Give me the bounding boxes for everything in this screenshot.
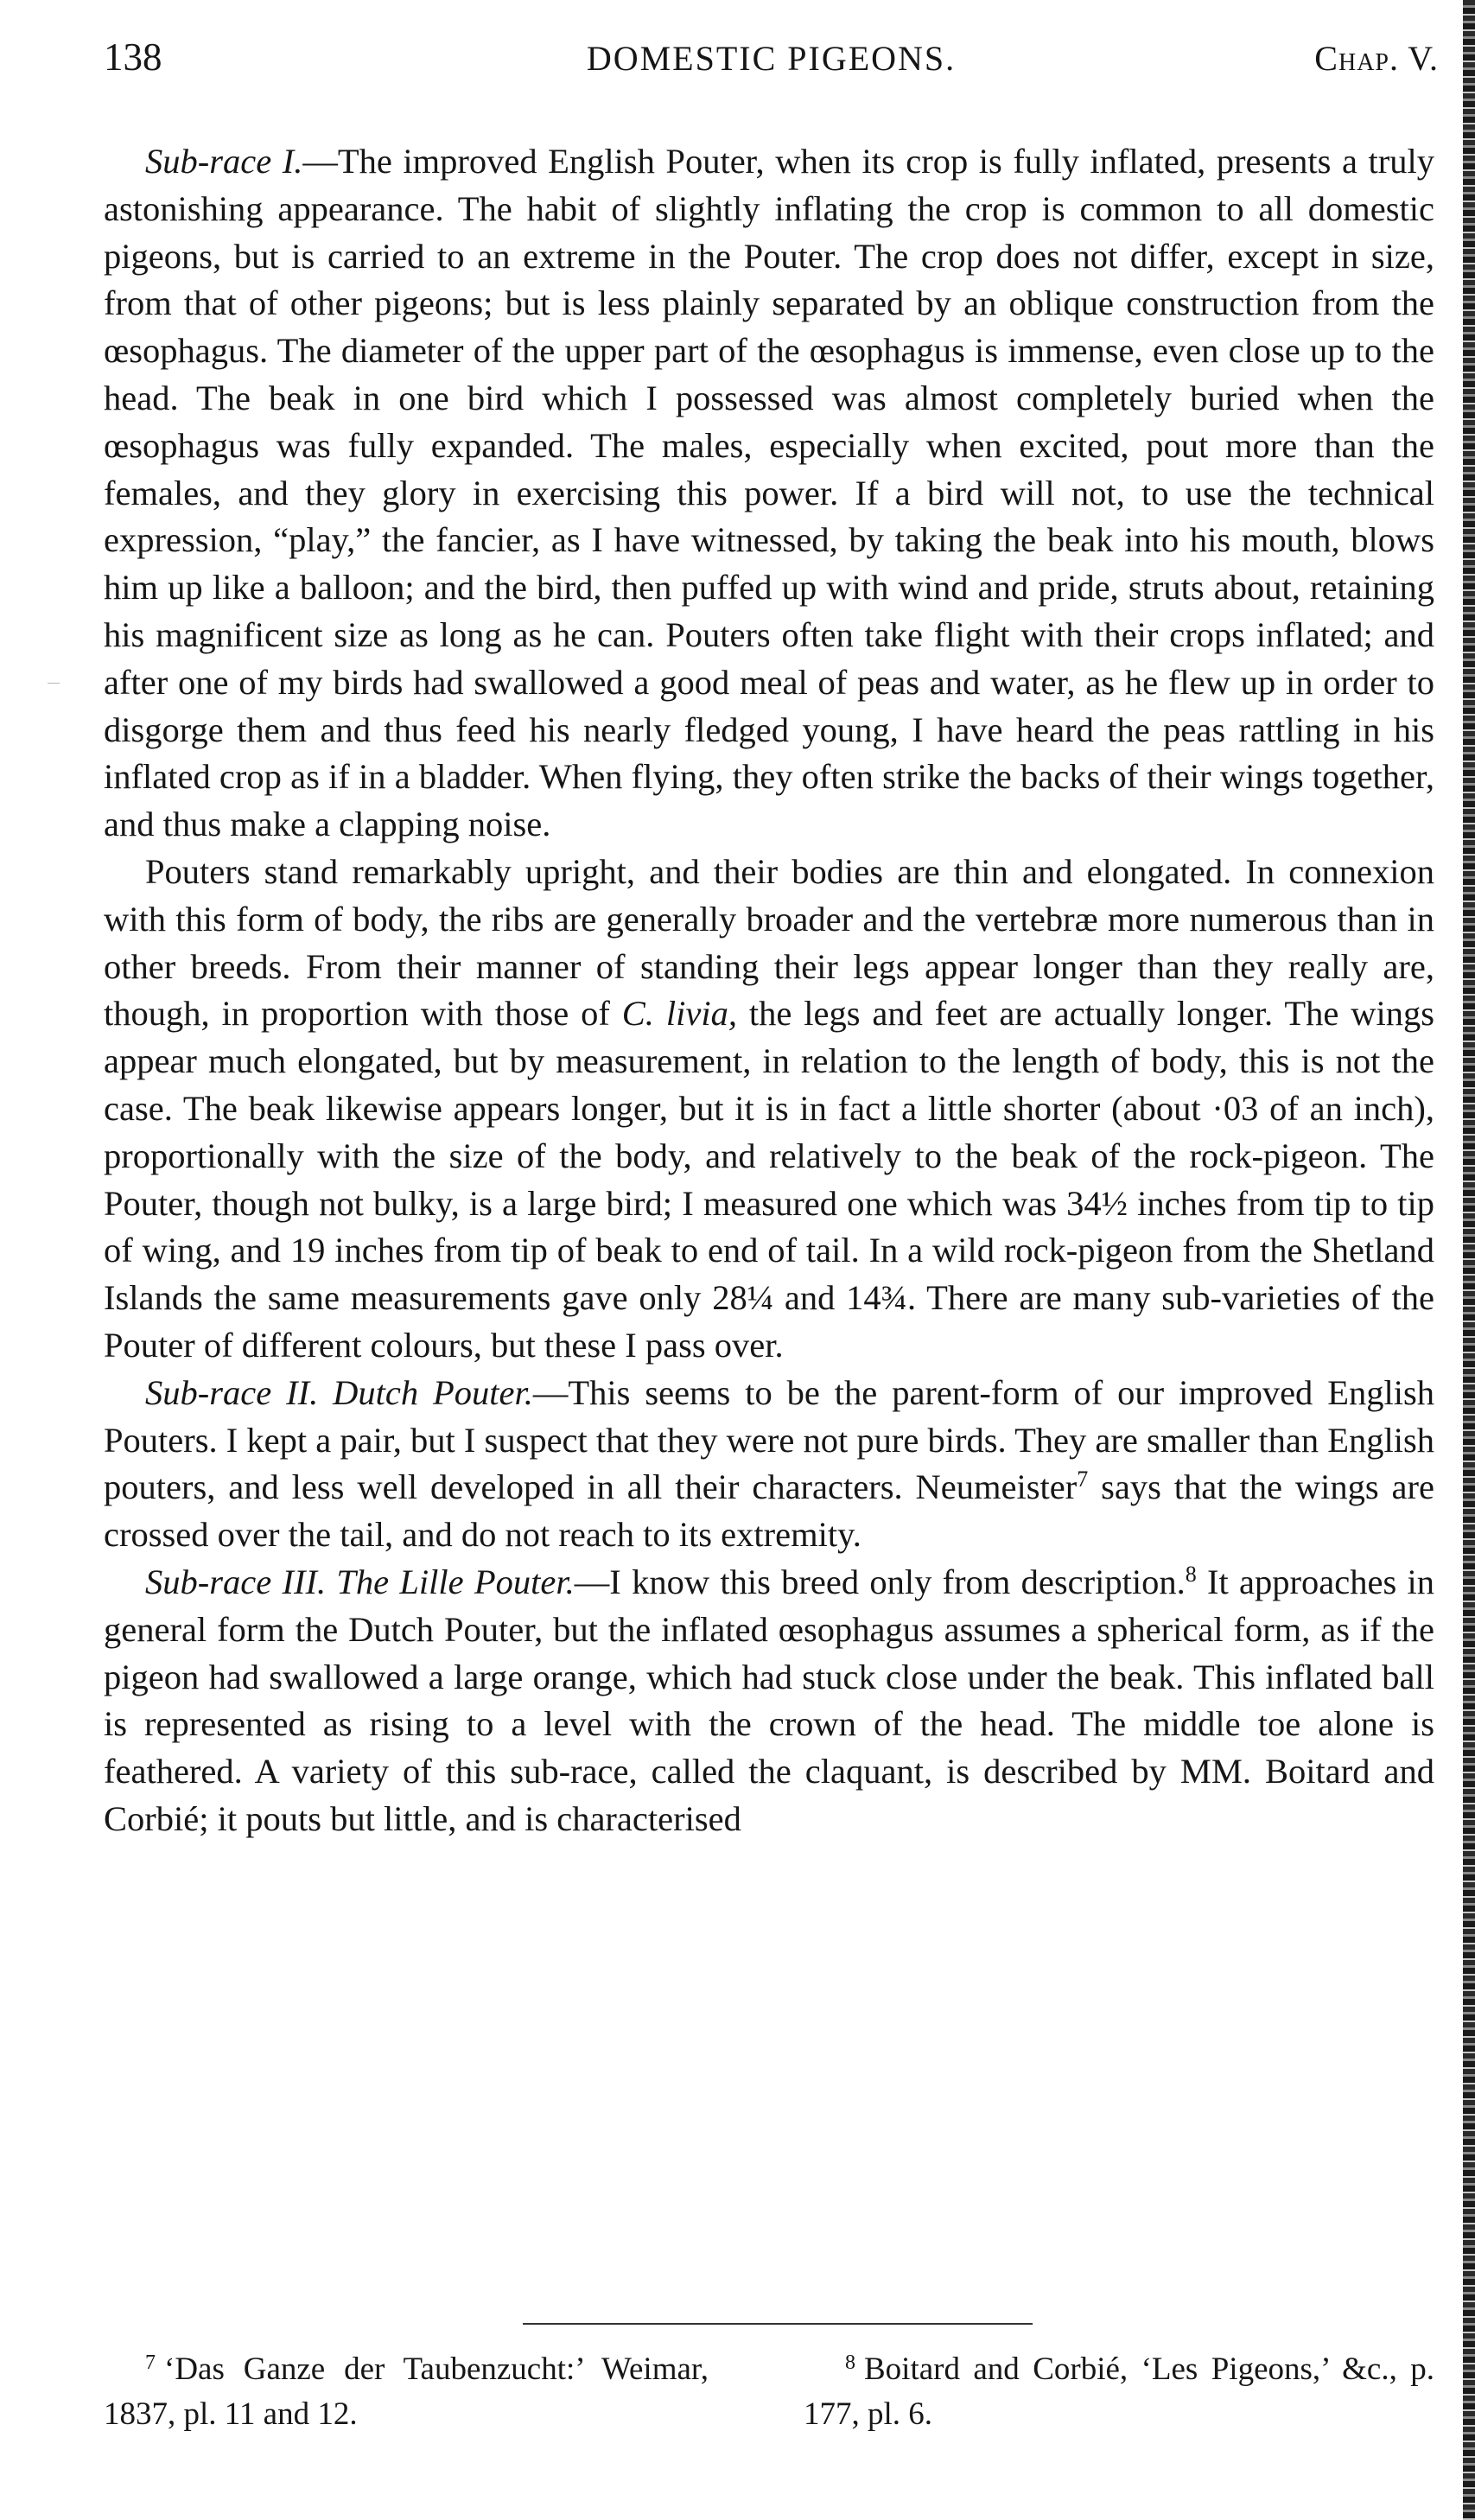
page-header xyxy=(104,35,1439,86)
footnote-8 xyxy=(804,2347,1434,2437)
footnote-reference[interactable]: 8 xyxy=(1185,1561,1197,1587)
footnote-mark: 7 xyxy=(145,2351,156,2374)
footnote-text: Boitard and Corbié, ‘Les Pigeons,’ &c., p. 177, pl. 6. xyxy=(804,2351,1434,2432)
footnote-divider xyxy=(523,2323,1033,2325)
species-name: C. livia, xyxy=(621,994,737,1034)
margin-mark xyxy=(48,683,60,684)
paragraph-text: says that the wings are crossed over the tail, and do not reach to its extremity. xyxy=(104,1467,1434,1555)
footnotes xyxy=(104,2347,1439,2468)
paragraph-sub-race-3 xyxy=(104,1559,1434,1843)
chapter-label: Chap. V. xyxy=(1314,39,1439,78)
paragraph-sub-race-2 xyxy=(104,1370,1434,1559)
running-title: DOMESTIC PIGEONS. xyxy=(586,39,957,78)
paragraph-text: Pouters stand remarkably upright, and their bodies are thin and elongated. In connexion with this form of body, the ribs are generally broader and the vertebræ more numerous than in other breeds. From their manner of standing their legs appear longer than they really are, though, in proportion with those of xyxy=(104,851,1434,1034)
paragraph-text: It approaches in general form the Dutch Pouter, but the inflated œsophagus assumes a spherical form, as if the pigeon had swallowed a large orange, which had stuck close under the beak. This inflated ball is represented as rising to a level with the crown of the head. The middle toe alone is feathered. A variety of this sub-race, called the claquant, is described by MM. Boitard and Corbié; it pouts but little, and is characterised xyxy=(104,1562,1434,1838)
page-number: 138 xyxy=(104,35,162,79)
body-text xyxy=(104,138,1434,1843)
sub-race-heading: Sub-race II. Dutch Pouter. xyxy=(145,1372,533,1412)
footnote-text: ‘Das Ganze der Taubenzucht:’ Weimar, 1837, pl. 11 and 12. xyxy=(104,2351,709,2432)
footnote-mark: 8 xyxy=(845,2351,855,2374)
paragraph-pouter-form xyxy=(104,849,1434,1370)
footnote-reference[interactable]: 7 xyxy=(1077,1467,1089,1492)
paragraph-sub-race-1 xyxy=(104,138,1434,849)
paragraph-text: —The improved English Pouter, when its crop is fully inflated, presents a truly astonishing appearance. The habit of slightly inflating the crop is common to all domestic pigeons, but is carried to an extreme in the Pouter. The crop does not differ, except in size, from that of other pigeons; but is less plainly separated by an oblique construction from the œsophagus. The diameter of the upper part of the œsophagus is immense, even close up to the head. The beak in one bird which I possessed was almost completely buried when the œsophagus was fully expanded. The males, especially when excited, pout more than the females, and they glory in exercising this power. If a bird will not, to use the technical expression, “play,” the fancier, as I have witnessed, by taking the beak into his mouth, blows him up like a balloon; and the bird, then puffed up with wind and pride, struts about, retaining his magnificent size as long as he can. Pouters often take flight with their crops inflated; and after one of my birds had swallowed a good meal of peas and water, as he flew up in order to disgorge them and thus feed his nearly fledged young, I have heard the peas rattling in his inflated crop as if in a bladder. When flying, they often strike the backs of their wings together, and thus make a clapping noise. xyxy=(104,142,1434,844)
paragraph-text: —This seems to be the parent-form of our improved English Pouters. I kept a pair, but I suspect that they were not pure birds. They are smaller than English pouters, and less well developed in all their characters. Neumeister xyxy=(104,1372,1434,1507)
footnote-7 xyxy=(104,2347,709,2437)
page-gutter-edge xyxy=(1463,0,1475,2520)
sub-race-heading: Sub-race I. xyxy=(145,142,303,181)
sub-race-heading: Sub-race III. The Lille Pouter. xyxy=(145,1562,575,1601)
paragraph-text: the legs and feet are actually longer. The wings appear much elongated, but by measurement, in relation to the length of body, this is not the case. The beak likewise appears longer, but it is in fact a little shorter (about ·03 of an inch), proportionally with the size of the body, and relatively to the beak of the rock-pigeon. The Pouter, though not bulky, is a large bird; I measured one which was 34½ inches from tip to tip of wing, and 19 inches from tip of beak to end of tail. In a wild rock-pigeon from the Shetland Islands the same measurements gave only 28¼ and 14¾. There are many sub-varieties of the Pouter of different colours, but these I pass over. xyxy=(104,994,1434,1365)
paragraph-text: —I know this breed only from description. xyxy=(574,1562,1186,1601)
